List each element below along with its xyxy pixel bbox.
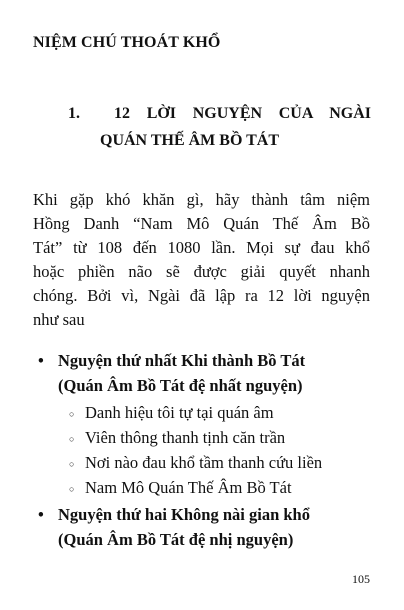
verse-item: [33, 400, 373, 425]
vow-title-line-1: Nguyện thứ nhất Khi thành Bồ Tát: [58, 351, 306, 370]
verse-text: Nam Mô Quán Thế Âm Bồ Tát: [85, 478, 292, 497]
section-title-line-2: QUÁN THẾ ÂM BỒ TÁT: [100, 132, 279, 149]
verse-text: Nơi nào đau khổ tầm thanh cứu liền: [85, 453, 323, 472]
intro-line: Tát” từ 108 đến 1080 lần. Mọi sự đau khổ: [33, 238, 370, 257]
circle-bullet-icon: ○: [69, 409, 75, 419]
vow-item-1: [33, 348, 373, 398]
intro-line: Hồng Danh “Nam Mô Quán Thế Âm Bồ: [33, 214, 370, 233]
vow-title-line-2: (Quán Âm Bồ Tát đệ nhất nguyện): [58, 376, 303, 395]
verse-text: Danh hiệu tôi tự tại quán âm: [85, 403, 274, 422]
circle-bullet-icon: ○: [69, 459, 75, 469]
vow-title-line-2: (Quán Âm Bồ Tát đệ nhị nguyện): [58, 530, 294, 549]
section-title-line-1: 12 LỜI NGUYỆN CỦA NGÀI: [114, 105, 371, 122]
intro-line: chóng. Bởi vì, Ngài đã lập ra 12 lời nguyện: [33, 286, 370, 305]
verse-item: [33, 475, 373, 500]
intro-line: Khi gặp khó khăn gì, hãy thành tâm niệm: [33, 190, 370, 209]
bullet-icon: •: [38, 505, 44, 524]
verse-text: Viên thông thanh tịnh căn trần: [85, 428, 286, 447]
bullet-icon: •: [38, 351, 44, 370]
verse-item: [33, 450, 373, 475]
circle-bullet-icon: ○: [69, 484, 75, 494]
intro-paragraph: [33, 188, 370, 332]
verse-list: [33, 400, 373, 500]
page-number: 105: [352, 572, 370, 586]
vow-item-2: [33, 502, 373, 552]
vow-title-line-1: Nguyện thứ hai Không nài gian khổ: [58, 505, 310, 524]
intro-line: như sau: [33, 310, 85, 329]
section-heading-line-1: [33, 100, 371, 127]
section-number: 1.: [68, 105, 80, 122]
circle-bullet-icon: ○: [69, 434, 75, 444]
vow-list: [33, 348, 373, 552]
intro-line: hoặc phiền não sẽ được giải quyết nhanh: [33, 262, 370, 281]
running-header: NIỆM CHÚ THOÁT KHỔ: [33, 34, 221, 51]
verse-item: [33, 425, 373, 450]
section-heading: [33, 100, 371, 154]
